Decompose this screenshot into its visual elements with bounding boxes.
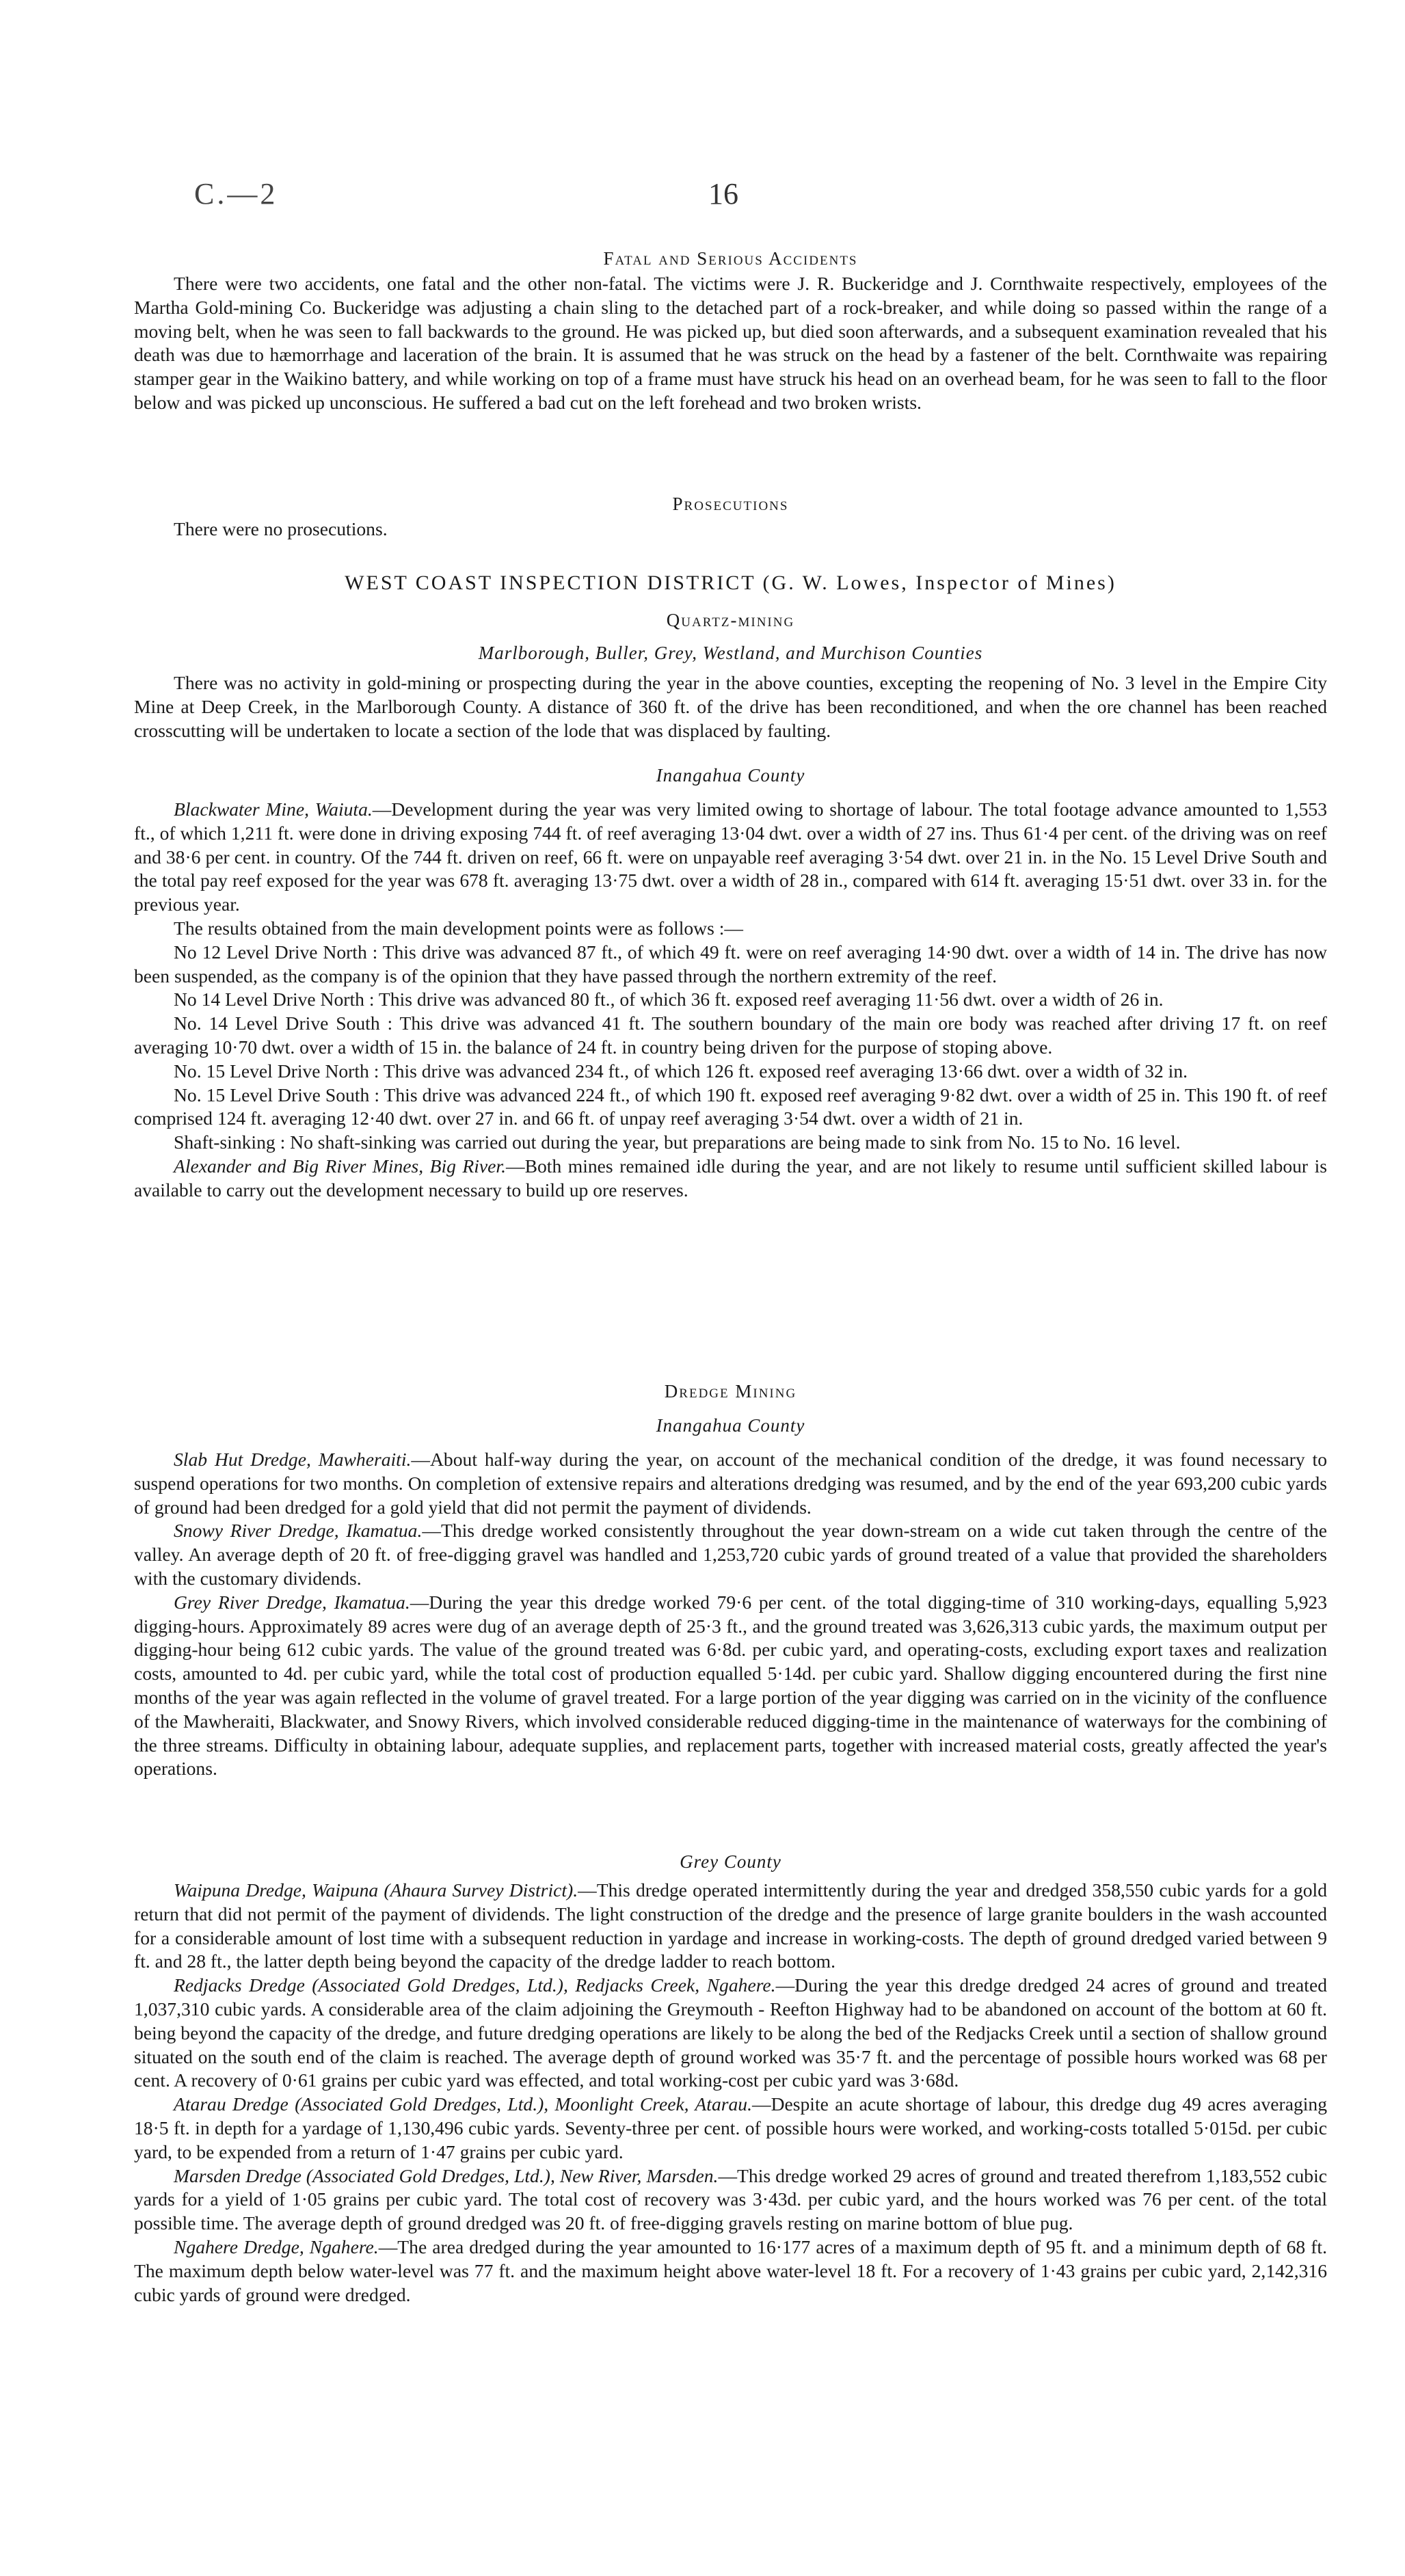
fatal-accidents-paragraph: There were two accidents, one fatal and the other non-fatal. The victims were J. R. Buckeridge and J. Cornthwaite respectively, employees of the Martha Gold-mining Co. Buckeridge was adjusting a chain sling to the detached part of a rock-breaker, and while doing so passed within the range of a moving belt, when he was seen to fall backwards to the ground. He was picked up, but died soon afterwards, and a subsequent examination revealed that his death was due to hæmorrhage and laceration of the brain. It is assumed that he was struck on the head by a fastener of the belt. Cornthwaite was repairing stamper gear in the Waikino battery, and while working on top of a frame must have struck his head on an overhead beam, for he was seen to fall to the floor below and was picked up unconscious. He suffered a bad cut on the left forehead and two broken wrists. [134,273,1327,413]
results-item: No 12 Level Drive North : This drive was advanced 87 ft., of which 49 ft. were on reef averaging 14·90 dwt. over a width of 14 in. The drive has now been suspended, as the company is of the opinion that they have passed through the northern extremity of the reef. [134,941,1327,987]
slab-hut-text: —About half-way during the year, on account of the mechanical condition of the dredge, it was found necessary to suspend operations for two months. On completion of extensive repairs and alterations dredging was resumed, and by the end of the year 693,200 cubic yards of ground had been dredged for a gold yield that did not permit the payment of dividends. [134,1449,1327,1518]
grey-county-section [134,1879,1327,2307]
prosecutions-paragraph: There were no prosecutions. [174,518,388,539]
inangahua-quartz-heading: Inangahua County [656,765,805,786]
results-item: No. 14 Level Drive South : This drive was advanced 41 ft. The southern boundary of the main ore body was reached after driving 17 ft. on reef averaging 10·70 dwt. over a width of 15 in. the balance of 24 ft. in country being driven for the purpose of stoping above. [134,1012,1327,1058]
grey-river-text: —During the year this dredge worked 79·6 per cent. of the total digging-time of 310 working-days, equalling 5,923 digging-hours. Approximately 89 acres were dug of an average depth of 25·3 ft., and the ground treated was 3,626,313 cubic yards, the maximum output per digging-hour being 612 cubic yards. The value of the ground treated was 6·8d. per cubic yard, and operating-costs, excluding export taxes and realization costs, amounted to 4d. per cubic yard, while the total cost of production equalled 5·14d. per cubic yard. Shallow digging encountered during the first nine months of the year was again reflected in the volume of gravel treated. For a large portion of the year digging was carried on in the vicinity of the confluence of the Mawheraiti, Blackwater, and Snowy Rivers, which involved considerable reduced digging-time in the maintenance of waterways for the combining of the three streams. Difficulty in obtaining labour, adequate supplies, and replacement parts, together with increased material costs, greatly affected the year's operations. [134,1591,1327,1780]
document-code: C.—2 [194,177,278,211]
waipuna-text: —This dredge operated intermittently during the year and dredged 358,550 cubic yards for a gold return that did not permit of the payment of dividends. The light construction of the dredge and the presence of large granite boulders in the wash accounted for a considerable amount of lost time with a subsequent reduction in yardage and increase in working-costs. The depth of ground dredged varied between 9 ft. and 28 ft., the latter depth being beyond the capacity of the dredge ladder to reach bottom. [134,1879,1328,1972]
grey-river-paragraph [134,1591,1327,1781]
snowy-river-paragraph [134,1519,1327,1590]
blackwater-text: —Development during the year was very limited owing to shortage of labour. The total footage advance amounted to 1,553 ft., of which 1,211 ft. were done in driving exposing 744 ft. of reef averaging 13·04 dwt. over a width of 27 ins. Thus 61·4 per cent. of the driving was on reef and 38·6 per cent. in country. Of the 744 ft. driven on reef, 66 ft. were on unpayable reef averaging 3·54 dwt. over 21 in. in the No. 15 Level Drive South and the total pay reef exposed for the year was 678 ft. averaging 13·75 dwt. over a width of 28 in., compared with 614 ft. averaging 15·51 dwt. over 33 in. for the previous year. [134,799,1327,915]
marsden-text: —This dredge worked 29 acres of ground and treated therefrom 1,183,552 cubic yards for a yield of 1·05 grains per cubic yard. The total cost of recovery was 3·43d. per cubic yard, and the hours worked was 76 per cent. of the total possible time. The average depth of ground dredged was 20 ft. of free-digging gravels resting on marine bottom of blue pug. [134,2164,1327,2234]
results-item: No. 15 Level Drive North : This drive was advanced 234 ft., of which 126 ft. exposed reef averaging 13·66 dwt. over a width of 32 in. [174,1060,1188,1082]
alexander-text: —Both mines remained idle during the year, and are not likely to resume until sufficient skilled labour is available to carry out the development necessary to build up ore reserves. [134,1155,1327,1200]
results-item: Shaft-sinking : No shaft-sinking was carried out during the year, but preparations are being made to sink from No. 15 to No. 16 level. [174,1131,1181,1153]
grey-county-heading: Grey County [680,1851,781,1872]
blackwater-lead: Blackwater Mine, Waiuta. [174,799,373,820]
redjacks-text: —During the year this dredge dredged 24 acres of ground and treated 1,037,310 cubic yards. A considerable area of the claim adjoining the Greymouth - Reefton Highway had to be abandoned on account of the bottom at 60 ft. being beyond the capacity of the dredge, and future dredging operations are likely to be along the bed of the Redjacks Creek until a section of shallow ground situated on the south end of the claim is reached. The average depth of ground worked was 35·7 ft. and the percentage of possible hours worked was 68 per cent. A recovery of 0·61 grains per cubic yard was effected, and total working-cost per cubic yard was 3·68d. [134,1974,1327,2091]
atarau-lead: Atarau Dredge (Associated Gold Dredges, Ltd.), Moonlight Creek, Atarau. [174,2093,752,2115]
alexander-lead: Alexander and Big River Mines, Big River. [174,1155,506,1177]
waipuna-paragraph [134,1879,1327,1974]
ngahere-lead: Ngahere Dredge, Ngahere. [174,2236,379,2257]
quartz-mining-heading: Quartz-mining [666,610,795,630]
slab-hut-paragraph [134,1448,1327,1519]
marsden-lead: Marsden Dredge (Associated Gold Dredges, Ltd.), New River, Marsden. [174,2164,719,2186]
page-number: 16 [708,177,738,211]
blackwater-paragraph [134,798,1327,917]
slab-hut-lead: Slab Hut Dredge, Mawheraiti. [174,1449,412,1470]
dredge-mining-heading: Dredge Mining [664,1381,797,1401]
results-item: No 14 Level Drive North : This drive was advanced 80 ft., of which 36 ft. exposed reef averaging 11·56 dwt. over a width of 26 in. [174,989,1164,1010]
ngahere-text: —The area dredged during the year amounted to 16·177 acres of a maximum depth of 95 ft. and a minimum depth of 68 ft. The maximum depth below water-level was 77 ft. and the maximum height above water-level 18 ft. For a recovery of 1·43 grains per cubic yard, 2,142,316 cubic yards of ground were dredged. [134,2236,1327,2305]
blackwater-section [134,798,1327,1203]
snowy-river-lead: Snowy River Dredge, Ikamatua. [174,1520,423,1542]
redjacks-paragraph [134,1974,1327,2093]
fatal-accidents-section [134,272,1327,415]
snowy-river-text: —This dredge worked consistently throughout the year down-stream on a wide cut taken through the centre of the valley. An average depth of 20 ft. of free-digging gravel was handled and 1,253,720 cubic yards of ground treated of a value that provided the shareholders with the customary dividends. [134,1520,1327,1589]
prosecutions-heading: Prosecutions [672,494,789,514]
waipuna-lead: Waipuna Dredge, Waipuna (Ahaura Survey District). [174,1879,578,1901]
marsden-paragraph [134,2164,1327,2236]
redjacks-lead: Redjacks Dredge (Associated Gold Dredges, Ltd.), Redjacks Creek, Ngahere. [174,1974,776,1996]
atarau-text: —Despite an acute shortage of labour, this dredge dug 49 acres averaging 18·5 ft. in depth for a yardage of 1,130,496 cubic yards. Seventy-three per cent. of possible hours were worked, and working-costs totalled 5·015d. per cubic yard, to be expended from a return of 1·47 grains per cubic yard. [134,2093,1328,2162]
counties-paragraph: There was no activity in gold-mining or prospecting during the year in the above counties, excepting the reopening of No. 3 level in the Empire City Mine at Deep Creek, in the Marlborough County. A distance of 360 ft. of the drive has been reconditioned, and when the ore channel has been reached crosscutting will be undertaken to locate a section of the lode that was displaced by faulting. [134,672,1327,741]
inangahua-dredge-heading: Inangahua County [656,1415,805,1436]
atarau-paragraph [134,2093,1327,2164]
ngahere-paragraph [134,2236,1327,2307]
counties-heading: Marlborough, Buller, Grey, Westland, and Murchison Counties [478,643,983,663]
prosecutions-section [134,518,1327,541]
inangahua-dredge-section [134,1448,1327,1781]
results-intro: The results obtained from the main development points were as follows :— [174,917,743,939]
fatal-accidents-heading: Fatal and Serious Accidents [603,248,858,269]
counties-section [134,671,1327,742]
alexander-paragraph [134,1155,1327,1203]
west-coast-district-heading: WEST COAST INSPECTION DISTRICT (G. W. Lowes, Inspector of Mines) [345,572,1116,594]
grey-river-lead: Grey River Dredge, Ikamatua. [174,1591,410,1613]
results-item: No. 15 Level Drive South : This drive was advanced 224 ft., of which 190 ft. exposed reef averaging 9·82 dwt. over a width of 25 in. This 190 ft. of reef comprised 124 ft. averaging 12·40 dwt. over 27 in. and 66 ft. of unpay reef averaging 3·54 dwt. over a width of 21 in. [134,1084,1327,1129]
